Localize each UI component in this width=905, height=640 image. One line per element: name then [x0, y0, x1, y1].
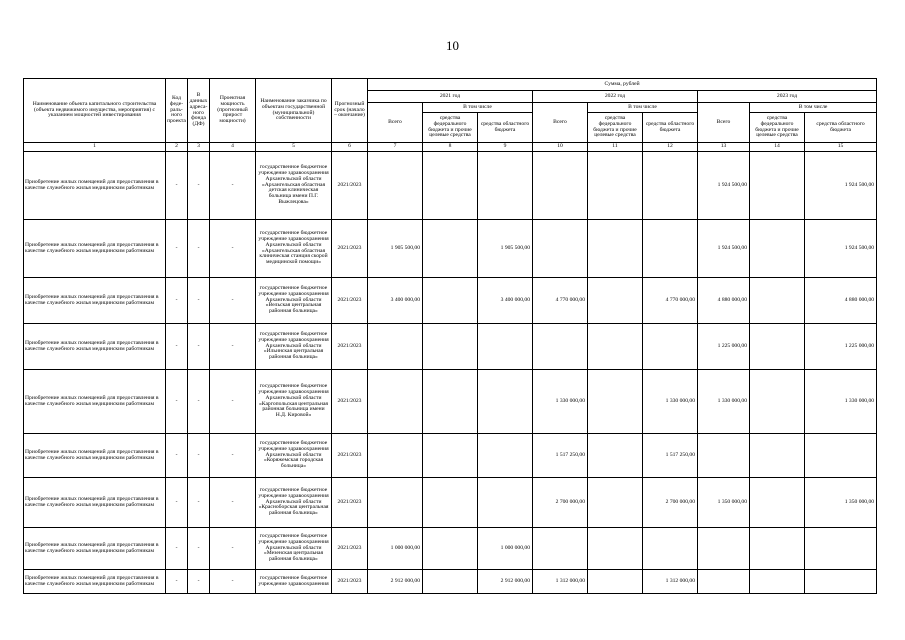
cell-2023-federal [750, 570, 805, 594]
cell-2021-federal [423, 478, 478, 528]
column-number: 14 [750, 143, 805, 152]
cell-2022-regional [643, 220, 698, 278]
cell-2022-total: 2 700 000,00 [533, 478, 588, 528]
cell-2023-total: 4 880 000,00 [698, 278, 750, 324]
column-number: 12 [643, 143, 698, 152]
cell-2023-federal [750, 434, 805, 478]
cell-2023-federal [750, 324, 805, 370]
cell-2021-regional [478, 434, 533, 478]
cell-2022-total: 1 517 250,00 [533, 434, 588, 478]
table-row [24, 220, 877, 278]
header-2023-federal: средства федерального бюджета и прочие целевые средства [750, 113, 805, 143]
header-2023-total: Всего [698, 103, 750, 143]
header-2022-including: В том числе [588, 103, 698, 113]
cell-project-code: - [166, 220, 188, 278]
cell-2023-regional: 1 225 000,00 [805, 324, 877, 370]
cell-2022-regional: 1 517 250,00 [643, 434, 698, 478]
cell-2022-federal [588, 220, 643, 278]
cell-recipient: государственное бюджетное учреждение здравоохранения Архангельской области «Каргопольская центральная районная больница имени Н.Д. Кировой» [256, 370, 332, 434]
header-year-2022: 2022 год [533, 91, 698, 103]
cell-2022-regional: 1 312 000,00 [643, 570, 698, 594]
cell-2022-federal [588, 570, 643, 594]
header-in-data: В данных адреса-ного фонда (ДФ) [188, 79, 210, 143]
cell-2022-total [533, 152, 588, 220]
cell-2022-regional [643, 324, 698, 370]
column-numbers-row [24, 143, 877, 152]
cell-2023-regional [805, 434, 877, 478]
cell-period: 2021/2023 [332, 434, 368, 478]
cell-2021-regional [478, 478, 533, 528]
header-recipient: Наименование заказчика по объектам государственной (муниципальной) собственности [256, 79, 332, 143]
cell-2022-federal [588, 434, 643, 478]
header-year-2021: 2021 год [368, 91, 533, 103]
cell-in-data: - [188, 478, 210, 528]
budget-table-container [23, 78, 876, 594]
cell-2021-total [368, 370, 423, 434]
cell-2022-total [533, 324, 588, 370]
cell-project-code: - [166, 370, 188, 434]
cell-2022-regional: 2 700 000,00 [643, 478, 698, 528]
cell-project-code: - [166, 528, 188, 570]
cell-2023-total [698, 528, 750, 570]
table-row [24, 324, 877, 370]
header-2023-including: В том числе [750, 103, 877, 113]
cell-capacity: - [210, 324, 256, 370]
cell-project-code: - [166, 278, 188, 324]
cell-2021-total: 1 905 500,00 [368, 220, 423, 278]
cell-2021-total: 2 912 000,00 [368, 570, 423, 594]
cell-2021-regional: 3 400 000,00 [478, 278, 533, 324]
cell-2022-total: 1 330 000,00 [533, 370, 588, 434]
budget-table [23, 78, 877, 594]
column-number: 1 [24, 143, 166, 152]
cell-2023-federal [750, 152, 805, 220]
cell-2023-total: 1 330 000,00 [698, 370, 750, 434]
cell-in-data: - [188, 434, 210, 478]
cell-2021-total: 1 000 000,00 [368, 528, 423, 570]
cell-period: 2021/2023 [332, 324, 368, 370]
cell-2021-federal [423, 324, 478, 370]
cell-2023-regional [805, 570, 877, 594]
header-sum: Сумма, рублей [368, 79, 877, 91]
header-capacity: Проектная мощность (прогнозный прирост мощности) [210, 79, 256, 143]
cell-2021-total: 3 400 000,00 [368, 278, 423, 324]
cell-in-data: - [188, 570, 210, 594]
cell-recipient: государственное бюджетное учреждение здравоохранения Архангельской области «Архангельская областная клиническая станция скорой медицинской помощи» [256, 220, 332, 278]
column-number: 10 [533, 143, 588, 152]
table-row [24, 528, 877, 570]
cell-2023-regional: 4 880 000,00 [805, 278, 877, 324]
cell-object-name: Приобретение жилых помещений для предоставления в качестве служебного жилья медицинским работникам [24, 478, 166, 528]
cell-recipient: государственное бюджетное учреждение здравоохранения Архангельской области «Коряжемская городская больница» [256, 434, 332, 478]
cell-2021-federal [423, 370, 478, 434]
cell-in-data: - [188, 220, 210, 278]
header-2021-federal: средства федерального бюджета и прочие целевые средства [423, 113, 478, 143]
cell-2023-total: 1 350 000,00 [698, 478, 750, 528]
table-body [24, 152, 877, 594]
cell-2021-federal [423, 152, 478, 220]
header-code: Код феде-раль-ного проекта [166, 79, 188, 143]
cell-2021-federal [423, 434, 478, 478]
cell-2021-regional [478, 370, 533, 434]
page-number: 10 [446, 38, 459, 53]
cell-2022-regional [643, 528, 698, 570]
cell-project-code: - [166, 478, 188, 528]
cell-2022-total [533, 528, 588, 570]
cell-recipient: государственное бюджетное учреждение здравоохранения Архангельской области «Мезенская центральная районная больница» [256, 528, 332, 570]
cell-2022-total: 4 770 000,00 [533, 278, 588, 324]
column-number: 11 [588, 143, 643, 152]
header-2021-including: В том числе [423, 103, 533, 113]
cell-object-name: Приобретение жилых помещений для предоставления в качестве служебного жилья медицинским работникам [24, 278, 166, 324]
cell-period: 2021/2023 [332, 528, 368, 570]
cell-capacity: - [210, 278, 256, 324]
cell-2021-regional [478, 152, 533, 220]
cell-2021-total [368, 152, 423, 220]
cell-period: 2021/2023 [332, 278, 368, 324]
cell-2021-federal [423, 570, 478, 594]
cell-2023-federal [750, 370, 805, 434]
header-2021-total: Всего [368, 103, 423, 143]
header-2022-federal: средства федерального бюджета и прочие целевые средства [588, 113, 643, 143]
cell-2023-regional: 1 350 000,00 [805, 478, 877, 528]
cell-in-data: - [188, 528, 210, 570]
cell-2022-federal [588, 278, 643, 324]
header-2022-regional: средства областного бюджета [643, 113, 698, 143]
header-name: Наименование объекта капитального строительства (объекта недвижимого имущества, мероприятия) с указанием мощностей инвестирования [24, 79, 166, 143]
column-number: 3 [188, 143, 210, 152]
cell-2021-total [368, 324, 423, 370]
cell-capacity: - [210, 528, 256, 570]
cell-2021-federal [423, 278, 478, 324]
cell-in-data: - [188, 370, 210, 434]
cell-2023-federal [750, 278, 805, 324]
cell-2023-regional: 1 330 000,00 [805, 370, 877, 434]
cell-period: 2021/2023 [332, 370, 368, 434]
cell-2021-total [368, 478, 423, 528]
cell-capacity: - [210, 434, 256, 478]
cell-in-data: - [188, 278, 210, 324]
cell-2023-total [698, 434, 750, 478]
cell-2023-regional: 1 924 500,00 [805, 220, 877, 278]
column-number: 7 [368, 143, 423, 152]
cell-2022-total: 1 312 000,00 [533, 570, 588, 594]
column-number: 13 [698, 143, 750, 152]
cell-in-data: - [188, 152, 210, 220]
cell-object-name: Приобретение жилых помещений для предоставления в качестве служебного жилья медицинским работникам [24, 324, 166, 370]
cell-2022-federal [588, 478, 643, 528]
cell-capacity: - [210, 570, 256, 594]
cell-in-data: - [188, 324, 210, 370]
header-2022-total: Всего [533, 103, 588, 143]
cell-recipient: государственное бюджетное учреждение здравоохранения Архангельской области «Вельская центральная районная больница» [256, 278, 332, 324]
cell-period: 2021/2023 [332, 570, 368, 594]
cell-recipient: государственное бюджетное учреждение здравоохранения Архангельской области «Архангельская областная детская клиническая больница имени П.Г. Выжлецова» [256, 152, 332, 220]
header-2023-regional: средства областного бюджета [805, 113, 877, 143]
column-number: 5 [256, 143, 332, 152]
cell-2022-federal [588, 370, 643, 434]
cell-2022-federal [588, 152, 643, 220]
cell-2021-regional: 2 912 000,00 [478, 570, 533, 594]
table-header [24, 79, 877, 152]
column-number: 4 [210, 143, 256, 152]
cell-period: 2021/2023 [332, 478, 368, 528]
cell-project-code: - [166, 324, 188, 370]
cell-capacity: - [210, 478, 256, 528]
cell-2023-regional: 1 924 500,00 [805, 152, 877, 220]
cell-2021-federal [423, 220, 478, 278]
table-row [24, 152, 877, 220]
cell-project-code: - [166, 152, 188, 220]
table-row [24, 570, 877, 594]
cell-2023-federal [750, 220, 805, 278]
cell-object-name: Приобретение жилых помещений для предоставления в качестве служебного жилья медицинским работникам [24, 370, 166, 434]
header-2021-regional: средства областного бюджета [478, 113, 533, 143]
header-period: Прогнозный срок (начало – окончание) [332, 79, 368, 143]
cell-2023-regional [805, 528, 877, 570]
column-number: 2 [166, 143, 188, 152]
cell-capacity: - [210, 152, 256, 220]
table-row [24, 434, 877, 478]
cell-2022-regional: 4 770 000,00 [643, 278, 698, 324]
cell-2021-federal [423, 528, 478, 570]
cell-2023-total: 1 225 000,00 [698, 324, 750, 370]
cell-2022-federal [588, 528, 643, 570]
cell-2021-regional: 1 000 000,00 [478, 528, 533, 570]
column-number: 15 [805, 143, 877, 152]
cell-project-code: - [166, 434, 188, 478]
cell-2022-federal [588, 324, 643, 370]
table-row [24, 278, 877, 324]
cell-2022-regional [643, 152, 698, 220]
column-number: 8 [423, 143, 478, 152]
cell-2023-total: 1 924 500,00 [698, 152, 750, 220]
cell-2022-total [533, 220, 588, 278]
cell-2021-regional [478, 324, 533, 370]
cell-recipient: государственное бюджетное учреждение здравоохранения Архангельской области «Ильинская центральная районная больница» [256, 324, 332, 370]
cell-2023-federal [750, 478, 805, 528]
cell-object-name: Приобретение жилых помещений для предоставления в качестве служебного жилья медицинским работникам [24, 152, 166, 220]
column-number: 6 [332, 143, 368, 152]
cell-2022-regional: 1 330 000,00 [643, 370, 698, 434]
cell-recipient: государственное бюджетное учреждение здравоохранения Архангельской области «Красноборская центральная районная больница» [256, 478, 332, 528]
table-row [24, 478, 877, 528]
cell-object-name: Приобретение жилых помещений для предоставления в качестве служебного жилья медицинским работникам [24, 220, 166, 278]
cell-2021-regional: 1 905 500,00 [478, 220, 533, 278]
cell-period: 2021/2023 [332, 220, 368, 278]
cell-2023-total [698, 570, 750, 594]
cell-period: 2021/2023 [332, 152, 368, 220]
cell-capacity: - [210, 220, 256, 278]
column-number: 9 [478, 143, 533, 152]
cell-object-name: Приобретение жилых помещений для предоставления в качестве служебного жилья медицинским работникам [24, 528, 166, 570]
cell-object-name: Приобретение жилых помещений для предоставления в качестве служебного жилья медицинским работникам [24, 434, 166, 478]
header-year-2023: 2023 год [698, 91, 877, 103]
cell-2023-federal [750, 528, 805, 570]
cell-2021-total [368, 434, 423, 478]
cell-recipient: государственное бюджетное учреждение здравоохранения [256, 570, 332, 594]
table-row [24, 370, 877, 434]
cell-capacity: - [210, 370, 256, 434]
cell-2023-total: 1 924 500,00 [698, 220, 750, 278]
cell-project-code: - [166, 570, 188, 594]
cell-object-name: Приобретение жилых помещений для предоставления в качестве служебного жилья медицинским работникам [24, 570, 166, 594]
